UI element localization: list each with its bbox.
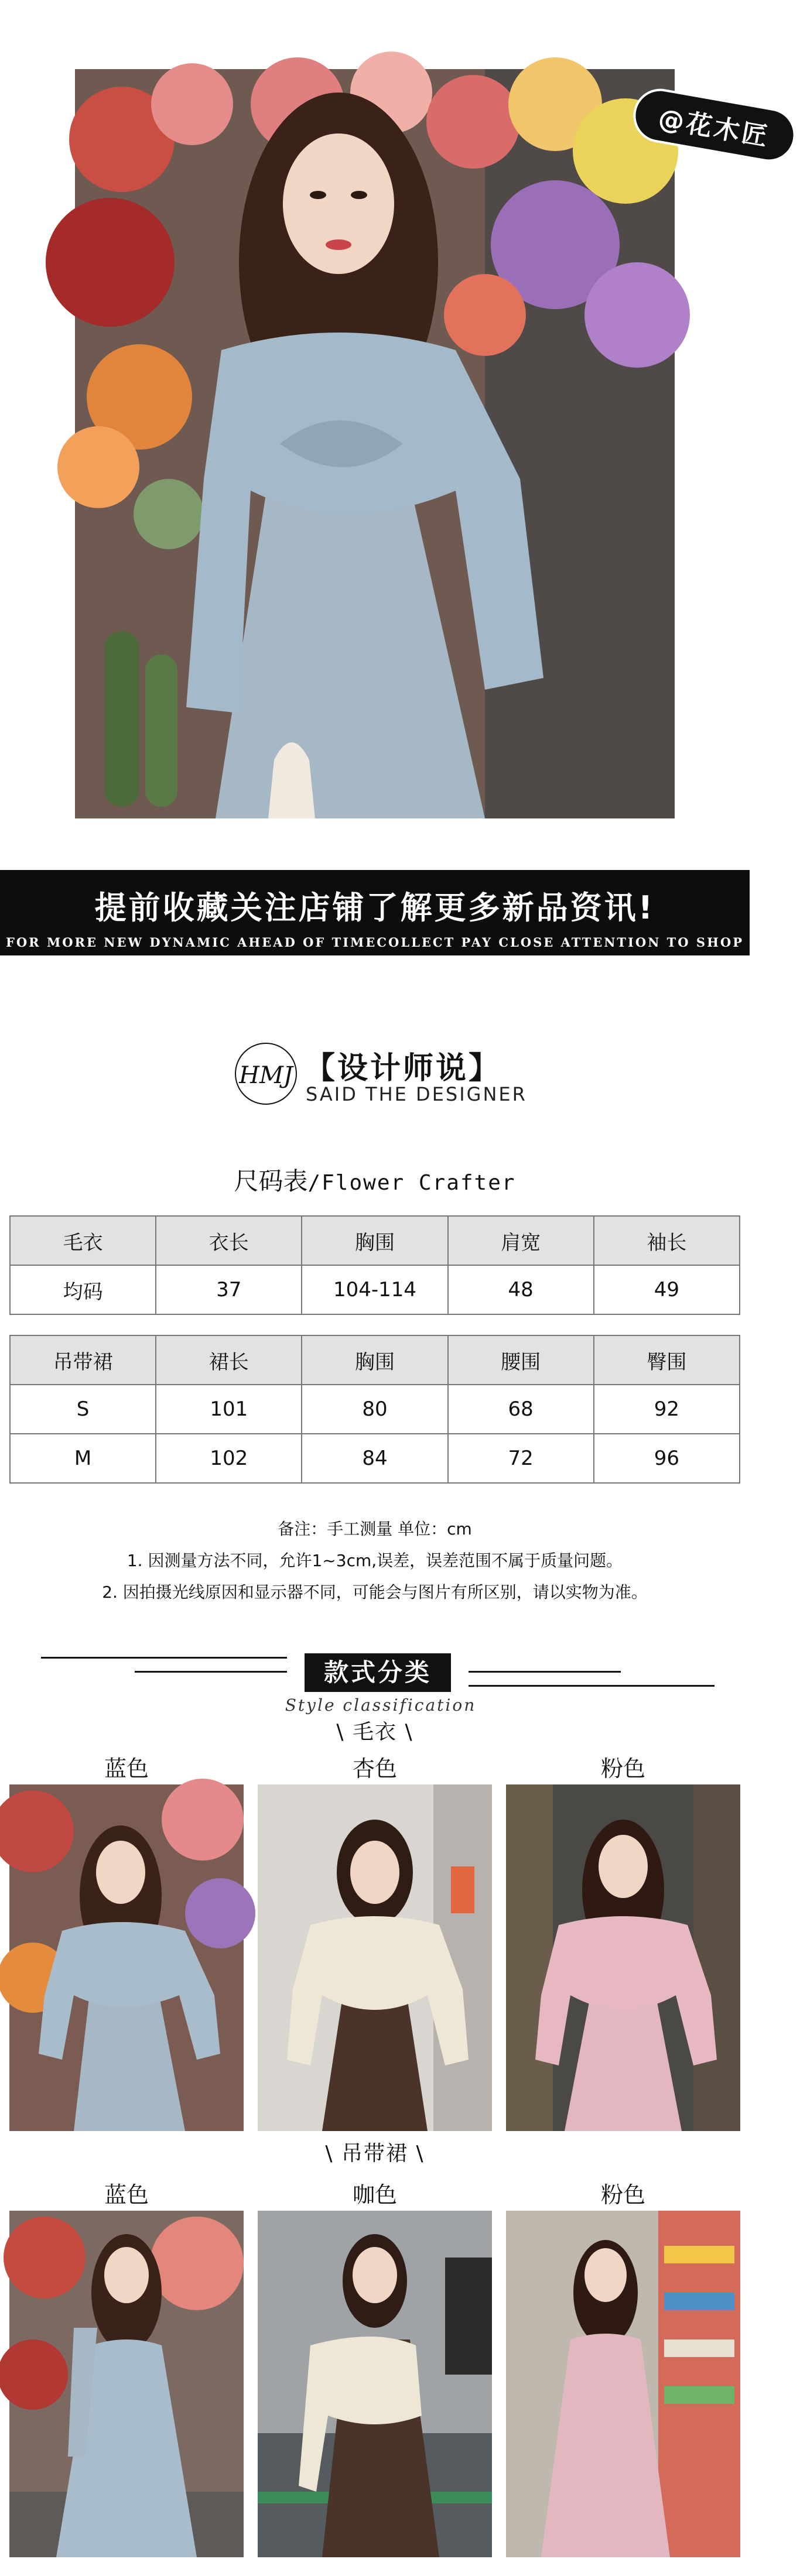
table-cell: 101 xyxy=(156,1385,302,1434)
size-chart-title xyxy=(0,1162,750,1197)
table-cell: 104-114 xyxy=(302,1265,447,1314)
divider xyxy=(469,1671,621,1673)
sweater-size-table xyxy=(9,1215,740,1315)
color-label: 粉色 xyxy=(600,1756,645,1782)
measurement-notes xyxy=(0,1513,750,1608)
designer-heading xyxy=(228,1036,533,1112)
divider xyxy=(469,1685,714,1687)
table-cell: 80 xyxy=(302,1385,447,1434)
dress-brown-photo xyxy=(258,2211,492,2557)
color-label: 蓝色 xyxy=(104,1756,149,1782)
divider xyxy=(135,1671,287,1673)
style-classification-heading xyxy=(0,1645,750,1715)
table-header-cell: 裙长 xyxy=(156,1335,302,1385)
size-chart-title-en: /Flower Crafter xyxy=(307,1171,516,1195)
designer-subtitle: SAID THE DESIGNER xyxy=(306,1083,527,1105)
banner-chinese-text: 提前收藏关注店铺了解更多新品资讯! xyxy=(94,889,655,926)
table-cell: M xyxy=(10,1434,156,1483)
sweater-blue-photo xyxy=(9,1784,244,2131)
table-cell: 84 xyxy=(302,1434,447,1483)
banner-english-text: FOR MORE NEW DYNAMIC AHEAD OF TIMECOLLECT PAY CLOSE ATTENTION TO SHOP xyxy=(5,935,744,950)
table-header-row xyxy=(10,1335,740,1385)
table-header-cell: 胸围 xyxy=(302,1335,447,1385)
shop-watermark: @花木匠 xyxy=(629,84,800,166)
table-cell: 96 xyxy=(594,1434,740,1483)
table-row xyxy=(10,1265,740,1314)
table-header-cell: 毛衣 xyxy=(10,1216,156,1265)
table-cell: 48 xyxy=(448,1265,594,1314)
dress-group-label: \ 吊带裙 \ xyxy=(325,2142,425,2166)
note-line: 1. 因测量方法不同，允许1~3cm,误差，误差范围不属于质量问题。 xyxy=(127,1551,623,1570)
style-subtitle: Style classification xyxy=(285,1695,477,1715)
hero-photo xyxy=(75,69,772,818)
table-header-cell: 臀围 xyxy=(594,1335,740,1385)
table-header-row xyxy=(10,1216,740,1265)
table-row xyxy=(10,1434,740,1483)
sweater-apricot-photo xyxy=(258,1784,492,2131)
style-title: 款式分类 xyxy=(305,1653,451,1692)
hmj-logo-icon xyxy=(228,1036,303,1111)
divider xyxy=(41,1657,287,1659)
sweater-group-label: \ 毛衣 \ xyxy=(336,1720,413,1744)
color-label: 蓝色 xyxy=(104,2182,149,2208)
hmj-logo-text: HMJ xyxy=(239,1062,293,1089)
table-cell: 均码 xyxy=(10,1265,156,1314)
table-header-cell: 胸围 xyxy=(302,1216,447,1265)
table-header-cell: 衣长 xyxy=(156,1216,302,1265)
color-label: 咖色 xyxy=(352,2182,397,2208)
color-label: 粉色 xyxy=(600,2182,645,2208)
size-chart-title-cn: 尺码表 xyxy=(234,1167,308,1195)
dress-pink-photo xyxy=(506,2211,740,2557)
sweater-pink-photo xyxy=(506,1784,740,2131)
table-cell: 68 xyxy=(448,1385,594,1434)
note-line: 2. 因拍摄光线原因和显示器不同，可能会与图片有所区别，请以实物为准。 xyxy=(102,1582,648,1602)
table-cell: S xyxy=(10,1385,156,1434)
table-cell: 37 xyxy=(156,1265,302,1314)
table-row xyxy=(10,1385,740,1434)
slip-dress-size-table xyxy=(9,1335,740,1484)
table-header-cell: 肩宽 xyxy=(448,1216,594,1265)
hero-model-illustration xyxy=(75,69,675,818)
table-cell: 92 xyxy=(594,1385,740,1434)
table-cell: 49 xyxy=(594,1265,740,1314)
designer-title: 【设计师说】 xyxy=(305,1051,502,1086)
table-header-cell: 吊带裙 xyxy=(10,1335,156,1385)
color-label: 杏色 xyxy=(352,1756,397,1782)
table-cell: 102 xyxy=(156,1434,302,1483)
note-line: 备注：手工测量 单位：cm xyxy=(278,1519,472,1539)
collect-banner xyxy=(0,870,750,955)
table-header-cell: 腰围 xyxy=(448,1335,594,1385)
table-cell: 72 xyxy=(448,1434,594,1483)
dress-blue-photo xyxy=(9,2211,244,2557)
table-header-cell: 袖长 xyxy=(594,1216,740,1265)
